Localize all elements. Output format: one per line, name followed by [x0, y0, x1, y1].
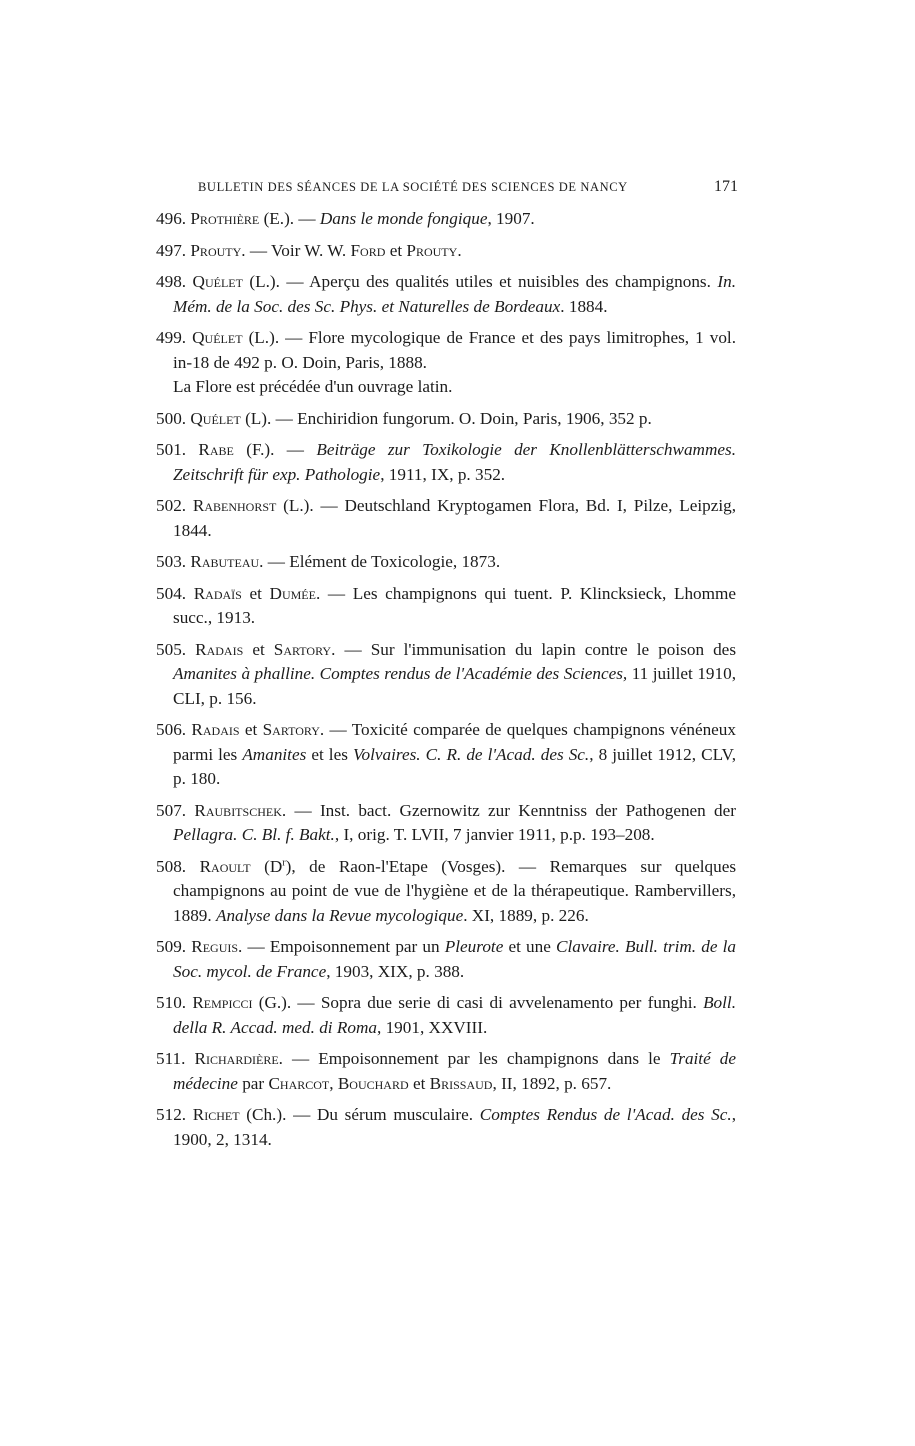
- entry-author: Radaïs: [193, 583, 242, 603]
- entry-italic: Analyse dans la Revue mycologique: [215, 905, 464, 925]
- entry-text: (E.). —: [259, 209, 320, 228]
- entry-text: . — Inst. bact. Gzernowitz zur Kenntniss der Pathogenen der: [281, 800, 737, 820]
- entry-number: 498.: [156, 272, 187, 291]
- entry-italic: Boll. della R. Accad. med. di Roma: [173, 993, 737, 1037]
- entry-text: , 1901, XXVIII.: [376, 1017, 488, 1037]
- entry-number: 504.: [156, 583, 187, 603]
- entry-italic: Pleurote: [444, 937, 504, 956]
- entry-text: , 1903, XIX, p. 388.: [326, 961, 465, 981]
- entry-italic: Amanites à phalline. Comptes rendus de l'Académie des Sciences,: [173, 664, 628, 683]
- entry-text: et: [408, 1073, 430, 1093]
- entry-text: . — Empoisonnement par un: [238, 937, 445, 956]
- entry-text: et: [385, 240, 407, 260]
- entry-text: et: [239, 720, 263, 739]
- entry-text: . 1884.: [560, 296, 608, 316]
- entry-author: Brissaud: [429, 1073, 493, 1093]
- entry-text: et: [241, 583, 270, 603]
- entry-author: Richardière: [194, 1049, 279, 1068]
- entry-author: Charcot: [268, 1073, 330, 1093]
- entry-number: 507.: [156, 800, 187, 820]
- bibliography-entry: [156, 991, 736, 1040]
- entry-text: , 1911, IX, p. 352.: [380, 464, 506, 484]
- entry-text: (G.). — Sopra due serie di casi di avvelenamento per funghi.: [252, 993, 704, 1012]
- entry-author: Quélet: [192, 272, 243, 291]
- entry-author: Prothière: [190, 209, 260, 228]
- bibliography-entry: [156, 855, 736, 929]
- bibliography-entry: [156, 1047, 736, 1096]
- entry-text: . — Empoisonnement par les champignons dans le: [278, 1049, 670, 1068]
- entry-text: (L.). — Aperçu des qualités utiles et nuisibles des champignons.: [242, 272, 718, 291]
- entry-number: 503.: [156, 552, 187, 571]
- entry-author: Sartory: [262, 720, 320, 739]
- bibliography-entry: [156, 582, 736, 631]
- entry-author: Reguis: [191, 937, 239, 956]
- bibliography-entry: [156, 326, 736, 400]
- entry-italic: In. Mém. de la Soc. des Sc. Phys. et Naturelles de Bordeaux: [173, 272, 737, 316]
- entry-text: . — Toxicité comparée de quelques champignons vénéneux parmi les: [173, 720, 736, 764]
- entry-italic: Beiträge zur Toxikologie der Knollenblätterschwammes. Zeitschrift für exp. Pathologie: [173, 440, 736, 484]
- entry-author: Prouty: [190, 240, 242, 260]
- entry-italic: Comptes Rendus de l'Acad. des Sc.: [479, 1105, 732, 1124]
- entry-author: Rabenhorst: [192, 496, 277, 515]
- entry-text: . — Les champignons qui tuent. P. Klincksieck, Lhomme succ., 1913.: [173, 583, 736, 627]
- entry-text: (L.). — Deutschland Kryptogamen Flora, Bd. I, Pilze, Leipzig, 1844.: [173, 496, 736, 540]
- entry-author: Quélet: [192, 328, 243, 347]
- entry-text: . XI, 1889, p. 226.: [463, 905, 589, 925]
- entry-italic: Amanites: [242, 744, 307, 764]
- entry-number: 501.: [156, 440, 187, 459]
- entry-text: (L.). — Flore mycologique de France et des pays limitrophes, 1 vol. in-18 de 492 p. O. Doin, Paris, 1888.: [173, 328, 737, 372]
- entry-text: , 1907.: [487, 209, 535, 228]
- entry-number: 497.: [156, 240, 187, 260]
- entry-author: Radais: [191, 720, 240, 739]
- entry-number: 505.: [156, 639, 187, 659]
- entry-author: Prouty: [406, 240, 458, 260]
- bibliography-entry: [156, 718, 736, 792]
- entry-author: Radais: [195, 639, 244, 659]
- entry-number: 510.: [156, 993, 187, 1012]
- entry-author: Dumée: [269, 583, 316, 603]
- entry-text: et les: [306, 744, 353, 764]
- entry-author: Raoult: [199, 856, 251, 876]
- entry-text: par: [237, 1073, 269, 1093]
- entry-text: 11 juillet 1910, CLI, p. 156.: [173, 664, 736, 708]
- entry-author: Rempicci: [192, 993, 253, 1012]
- bibliography-entry: [156, 494, 736, 543]
- entry-text: , I, orig. T. LVII, 7 janvier 1911, p.p. 193–208.: [334, 825, 655, 844]
- entry-author: Quélet: [190, 408, 241, 428]
- entry-text: . — Sur l'immunisation du lapin contre le poison des: [331, 639, 737, 659]
- header-title: BULLETIN DES SÉANCES DE LA SOCIÉTÉ DES SCIENCES DE NANCY: [198, 180, 628, 194]
- entry-text: (F.). —: [233, 440, 317, 459]
- entry-italic: Pellagra. C. Bl. f. Bakt.: [173, 825, 335, 844]
- bibliography-entry: [156, 407, 736, 432]
- bibliography-entry: [156, 550, 736, 575]
- entry-text: et une: [503, 937, 557, 956]
- entry-superscript: r: [282, 856, 286, 868]
- bibliography-entry: [156, 239, 736, 264]
- entry-number: 509.: [156, 937, 187, 956]
- bibliography-entry: [156, 935, 736, 984]
- entry-text: (Ch.). — Du sérum musculaire.: [239, 1105, 480, 1124]
- bibliography-entry: [156, 799, 736, 848]
- entry-number: 512.: [156, 1105, 187, 1124]
- entry-note: La Flore est précédée d'un ouvrage latin.: [173, 377, 453, 396]
- running-header: [198, 178, 738, 200]
- entry-author: Richet: [192, 1105, 240, 1124]
- page-number: 171: [714, 178, 738, 195]
- entry-text: , 8 juillet 1912, CLV, p. 180.: [173, 744, 737, 788]
- entry-number: 508.: [156, 856, 187, 876]
- entry-author: Bouchard: [337, 1073, 409, 1093]
- entry-number: 500.: [156, 408, 187, 428]
- entry-italic: Volvaires. C. R. de l'Acad. des Sc.: [352, 744, 590, 764]
- entry-text: ), de Raon-l'Etape (Vosges). — Remarques sur quelques champignons au point de vue de l'hygiène et de la thérapeutique. Rambervillers, 1889.: [173, 856, 737, 925]
- bibliography-entry: [156, 270, 736, 319]
- entry-number: 506.: [156, 720, 187, 739]
- entry-italic: Clavaire. Bull. trim. de la Soc. mycol. de France: [173, 937, 736, 981]
- entry-text: (L). — Enchiridion fungorum. O. Doin, Paris, 1906, 352 p.: [240, 408, 652, 428]
- entry-number: 499.: [156, 328, 187, 347]
- entry-author: Rabe: [198, 440, 234, 459]
- entry-author: Sartory: [273, 639, 332, 659]
- entry-number: 502.: [156, 496, 187, 515]
- entry-text: ,: [329, 1073, 338, 1093]
- entry-author: Ford: [350, 240, 386, 260]
- bibliography-list: [156, 207, 736, 1159]
- entry-text: , 1900, 2, 1314.: [173, 1105, 736, 1149]
- entry-number: 496.: [156, 209, 187, 228]
- bibliography-entry: [156, 1103, 736, 1152]
- entry-text: , II, 1892, p. 657.: [492, 1073, 612, 1093]
- entry-author: Rabuteau: [190, 552, 260, 571]
- entry-text: et: [243, 639, 274, 659]
- entry-italic: Traité de médecine: [173, 1049, 737, 1093]
- entry-text: . — Elément de Toxicologie, 1873.: [259, 552, 501, 571]
- bibliography-entry: [156, 207, 736, 232]
- entry-text: .: [457, 240, 462, 260]
- entry-author: Raubitschek: [194, 800, 282, 820]
- bibliography-entry: [156, 438, 736, 487]
- entry-number: 511.: [156, 1049, 186, 1068]
- bibliography-entry: [156, 638, 736, 712]
- entry-text: . — Voir W. W.: [241, 240, 351, 260]
- entry-italic: Dans le monde fongique: [319, 209, 488, 228]
- entry-text: (D: [250, 856, 283, 876]
